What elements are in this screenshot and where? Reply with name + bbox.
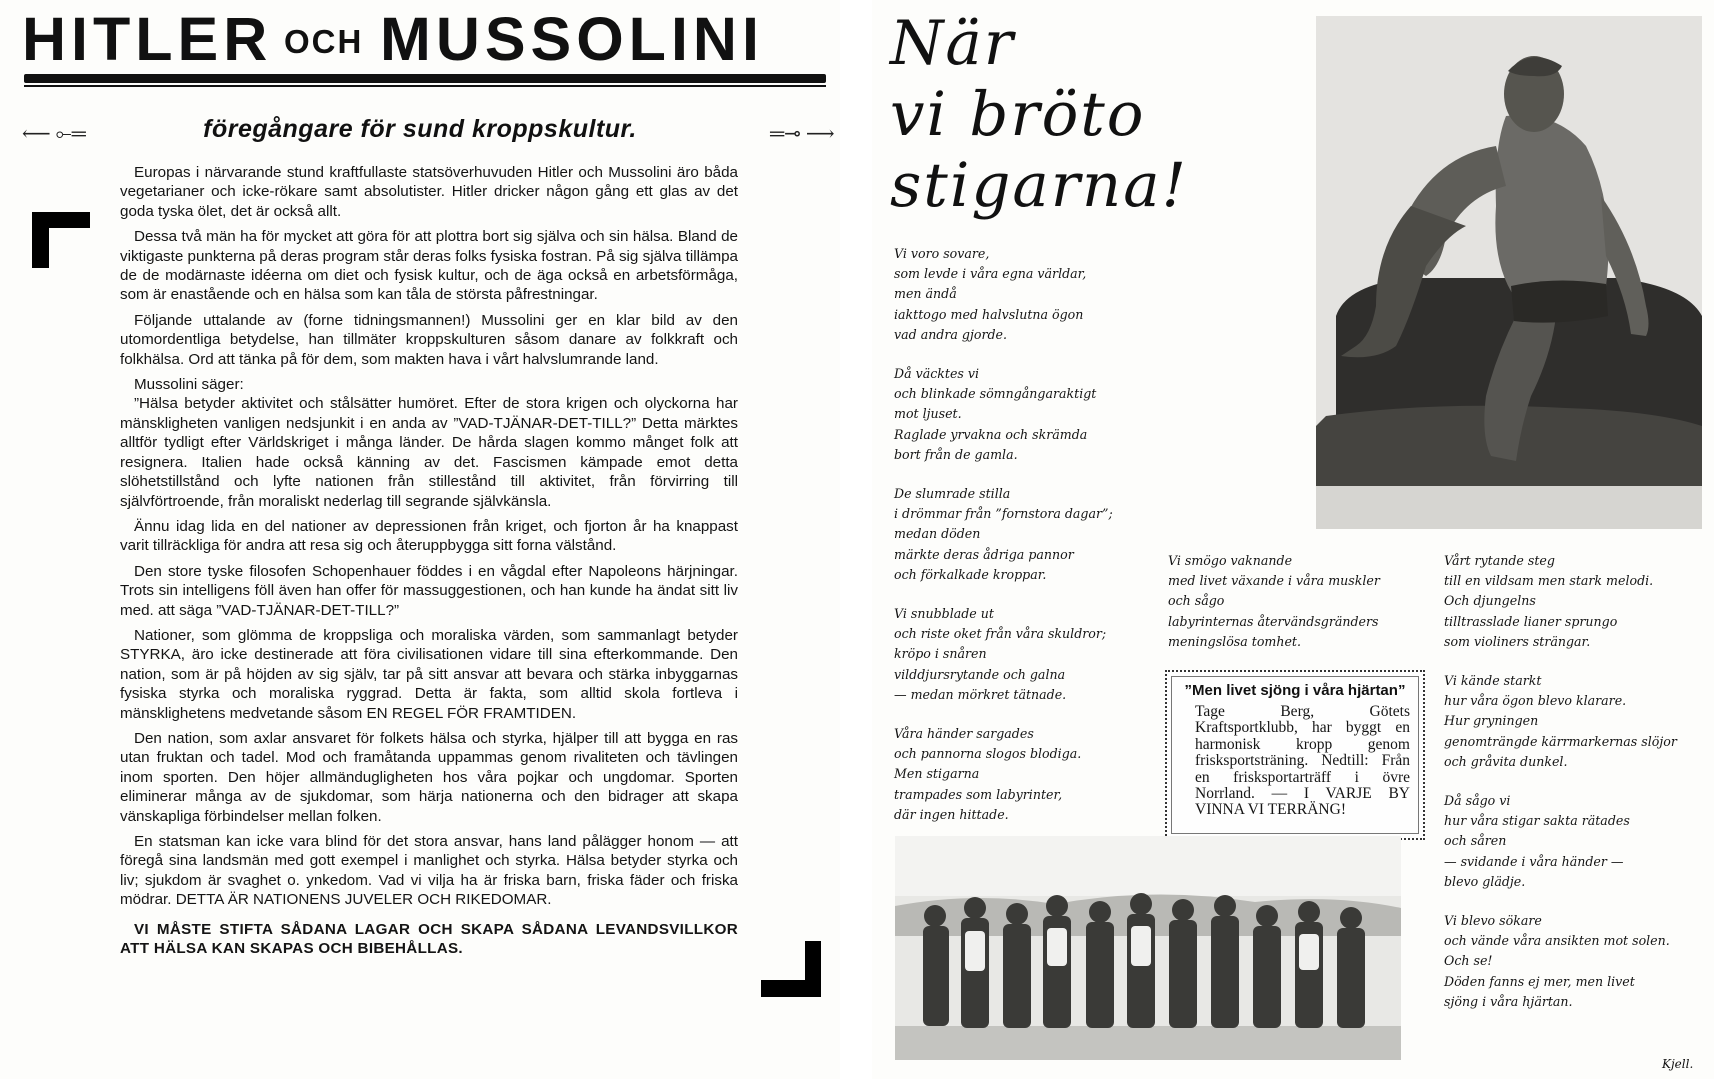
stanza — [1168, 551, 1448, 652]
poem-line: och gråvita dunkel. — [1444, 753, 1568, 769]
poem-line: vad andra gjorde. — [894, 326, 1007, 342]
poem-column-3 — [1444, 551, 1684, 1031]
title-line: När — [890, 8, 1015, 79]
caption-body: Tage Berg, Götets Kraftsportklubb, har byggt en harmonisk kropp genom frisksportsträning. Nedtill: Från en frisksportarträff i övre Norrland. — I VARJE BY VINNA VI TERRÄNG! — [1195, 703, 1410, 819]
poem-line: sjöng i våra hjärtan. — [1444, 993, 1573, 1009]
poem-line: och sågo — [1168, 593, 1225, 609]
poem-line: Vi smögo vaknande — [1168, 553, 1293, 568]
poem-line: hur våra ögon blevo klarare. — [1444, 693, 1627, 709]
poem-line: medan döden — [894, 526, 981, 542]
poem-line: Vi snubblade ut — [894, 606, 994, 622]
poem-column-2 — [1168, 551, 1448, 671]
poem-line: Då sågo vi — [1444, 793, 1511, 809]
group-photo-graphic — [895, 836, 1401, 1060]
paragraph: Den store tyske filosofen Schopenhauer föddes i en vågdal efter Napoleons härjningar. Trots sin intelligens föll även han offer för massuggestionen, och han kunde ha ändat sitt liv med. att säga ”VAD-TJÄNAR-DET-TILL?” — [120, 562, 738, 619]
poem-line: Vi voro sovare, — [894, 246, 990, 261]
stanza — [894, 484, 1184, 585]
photo-caption-box — [1165, 670, 1425, 840]
poem-line: och såren — [1444, 833, 1507, 849]
group-photo — [895, 836, 1401, 1060]
poem-signature: Kjell. — [1662, 1057, 1694, 1071]
poem-line: märkte deras ådriga pannor — [894, 546, 1074, 562]
masthead-word-mussolini: MUSSOLINI — [380, 5, 764, 73]
poem-line: meningslösa tomhet. — [1168, 633, 1301, 649]
poem-line: till en vildsam men stark melodi. — [1444, 573, 1654, 589]
poem-line: Vi kände starkt — [1444, 673, 1542, 689]
poem-line: kröpo i snåren — [894, 646, 987, 662]
article-body — [120, 163, 738, 964]
poem-line: — medan mörkret tätnade. — [894, 686, 1067, 702]
paragraph: En statsman kan icke vara blind för det stora ansvar, hans land pålägger honom — att föregå sina landsmän med gott exempel i manlighet och styrka. Hälsa betyder styrka och liv; sjukdom är svaghet o. ynkedom. Vad vi vilja ha är friska barn, friska fäder och friska mödrar. DETTA ÄR NATIONENS JUVELER OCH RIKEDOMAR. — [120, 833, 738, 909]
title-line: stigarna! — [890, 150, 1189, 221]
poem-line: och riste oket från våra skuldror; — [894, 626, 1107, 642]
poem-line: bort från de gamla. — [894, 446, 1018, 462]
poem-line: iakttogo med halvslutna ögon — [894, 306, 1084, 322]
closing-statement: VI MÅSTE STIFTA SÅDANA LAGAR OCH SKAPA SÅDANA LEVANDSVILLKOR ATT HÄLSA KAN SKAPAS OCH BIBEHÅLLAS. — [120, 920, 738, 958]
poem-line: där ingen hittade. — [894, 806, 1009, 822]
poem-line: Raglade yrvakna och skrämda — [894, 426, 1088, 442]
paragraph: Mussolini säger: — [134, 376, 244, 394]
poem-line: Våra händer sargades — [894, 726, 1034, 742]
paragraph: Europas i närvarande stund kraftfullaste statsöverhuvuden Hitler och Mussolini äro båda vegetarianer och icke-rökare samt absolutister. Hitler dricker någon gång ett glas av det goda tyska ölet, det är också allt. — [120, 164, 738, 220]
poem-line: labyrinternas återvändsgränders — [1168, 613, 1379, 629]
title-line: vi bröto — [890, 79, 1146, 150]
stanza — [894, 244, 1184, 345]
stanza — [1444, 671, 1684, 772]
flourish-right-ornament: ═⊸ ⟶ — [770, 123, 835, 145]
poem-line: Och djungelns — [1444, 593, 1536, 609]
poem-line: Vi blevo sökare — [1444, 913, 1542, 929]
flourish-left-ornament: ⟵ ⟜═ — [22, 123, 86, 145]
poem-line: Och se! — [1444, 953, 1493, 969]
poem-line: tilltrasslade lianer sprungo — [1444, 613, 1618, 629]
poem-line: hur våra stigar sakta rätades — [1444, 813, 1630, 829]
poem-line: och förkalkade kroppar. — [894, 566, 1047, 582]
paragraph: ”Hälsa betyder aktivitet och stålsätter humöret. Efter de stora krigen och olyckorna har mänskligheten vanligen nedsjunkit i en anda av ”VAD-TJÄNAR-DET-TILL?” Detta märktes alltför tydligt efter Världskriget i många länder. De hårda slagen kommo månget folk att resignera. Italien hade också känning av det. Fascismen kämpade emot detta slöhetstillstånd och lyfte nationen från stillestånd till aktivitet, från förvirring till självförtroende, från moraliskt nederlag till segrande självkänsla. — [120, 395, 738, 510]
poem-line: Men stigarna — [894, 766, 980, 782]
caption-heading: ”Men livet sjöng i våra hjärtan” — [1184, 682, 1406, 699]
poem-line: med livet växande i våra muskler — [1168, 573, 1380, 589]
poem-line: — svidande i våra händer — — [1444, 853, 1624, 869]
stanza — [894, 724, 1184, 825]
poem-line: genomträngde kärrmarkernas slöjor — [1444, 733, 1677, 749]
poem-line: Hur gryningen — [1444, 713, 1539, 729]
masthead-rule-thin — [24, 85, 826, 87]
poem-line: blevo glädje. — [1444, 873, 1526, 889]
subtitle: föregångare för sund kroppskultur. — [203, 115, 637, 143]
corner-bracket-bottom-right — [761, 980, 821, 997]
poem-line: som violiners strängar. — [1444, 633, 1591, 649]
poem-title — [890, 8, 1230, 221]
poem-line: men ändå — [894, 286, 957, 302]
poem-column-1 — [894, 244, 1184, 844]
masthead — [22, 6, 827, 72]
poem-line: trampades som labyrinter, — [894, 786, 1063, 802]
poem-line: Då väcktes vi — [894, 366, 980, 382]
paragraph: Ännu idag lida en del nationer av depressionen från kriget, och fjorton år ha knappast varit tillräckliga för andra att resa sig och återuppbygga sitt forna välstånd. — [120, 517, 738, 555]
masthead-word-hitler: HITLER — [22, 5, 273, 73]
poem-line: och blinkade sömngångaraktigt — [894, 386, 1097, 402]
stanza — [1444, 551, 1684, 652]
poem-line: vilddjursrytande och galna — [894, 666, 1066, 682]
stanza — [1444, 791, 1684, 892]
paragraph: Dessa två män ha för mycket att göra för att plottra bort sig själva och sin hälsa. Bland de viktigaste punkterna på deras program står deras folks fysiska fostran. På sig själva tillämpa de de modärnaste idéerna om diet och fysisk kultur, och de äga också en arbetsförmåga, som är enastående och en hälsa som kan tåla de största påfrestningar. — [120, 228, 738, 304]
statue-photo-graphic — [1316, 16, 1702, 529]
poem-line: Döden fanns ej mer, men livet — [1444, 973, 1635, 989]
paragraph: Nationer, som glömma de kroppsliga och moraliska värden, som sammanlagt betyder STYRKA, äro icke destinerade att föra civilisationen vidare till sina efterkommande. Den nation, som är på höjden av sig själv, tar på sitt ansvar att bevara och stärka inbyggarnas fysiska styrka och moraliska ryggrad. Detta är fakta, som alltid skola fortleva i mänsklighetens medvetande såsom EN REGEL FÖR FRAMTIDEN. — [120, 626, 738, 722]
poem-line: som levde i våra egna världar, — [894, 266, 1087, 282]
poem-line: i drömmar från ”fornstora dagar”; — [894, 506, 1113, 522]
corner-bracket-top-left-stem — [32, 212, 49, 268]
poem-line: och pannorna slogos blodiga. — [894, 746, 1082, 762]
masthead-rule-thick — [24, 74, 826, 83]
poem-line: mot ljuset. — [894, 406, 962, 422]
stanza — [894, 364, 1184, 465]
statue-photo — [1316, 16, 1702, 529]
poem-line: och vände våra ansikten mot solen. — [1444, 933, 1670, 949]
stanza — [1444, 911, 1684, 1012]
poem-line: Vårt rytande steg — [1444, 553, 1555, 568]
stanza — [894, 604, 1184, 705]
paragraph: Följande uttalande av (forne tidningsmannen!) Mussolini ger en klar bild av den utomordentliga betydelse, han tillmäter kroppskulturen såsom danare av folkkraft och folkhälsa. Ord att tänka på för dem, som makten hava i vårt halvslumrande land. — [120, 311, 738, 368]
paragraph: Den nation, som axlar ansvaret för folkets hälsa och styrka, hjälper till att bygga en ras utan fruktan och tadel. Mod och framåtanda uppammas genom rivaliteten och tävlingen inom sporten. Den höjer allmändugligheten hos våra pojkar och ungdomar. Sporten eliminerar många av de sjukdomar, som härja nationerna och den bidrager att skapa vänskapliga förbindelser mellan folken. — [120, 729, 738, 825]
poem-line: De slumrade stilla — [894, 486, 1011, 502]
left-page — [0, 0, 840, 1079]
masthead-word-och: OCH — [284, 23, 364, 60]
